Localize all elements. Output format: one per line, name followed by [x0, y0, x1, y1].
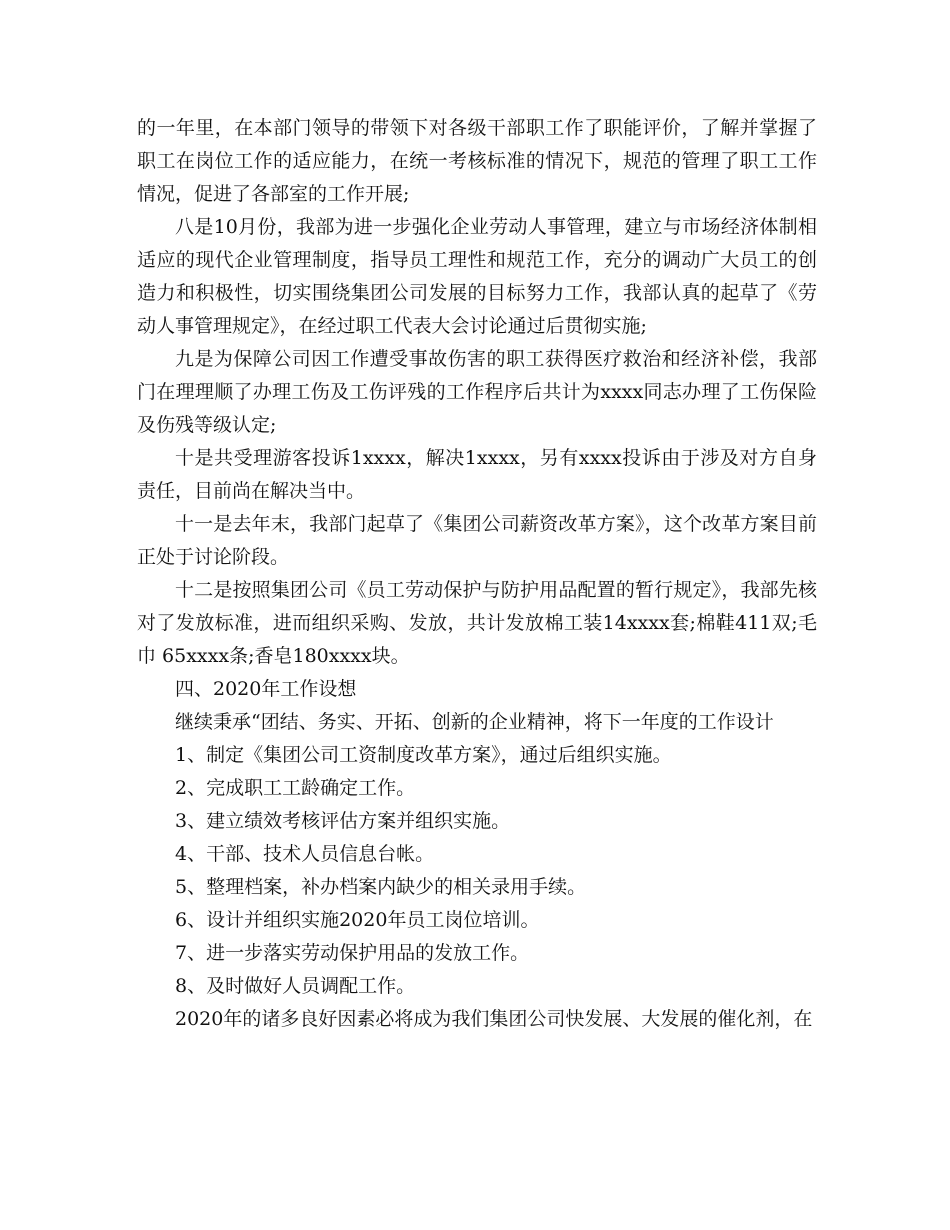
plan-item-four: 4、干部、技术人员信息台帐。 — [175, 843, 435, 865]
section-heading-four: 四、2020年工作设想 — [175, 678, 357, 700]
plan-item-three: 3、建立绩效考核评估方案并组织实施。 — [175, 810, 511, 832]
plan-item-two: 2、完成职工工龄确定工作。 — [175, 777, 416, 799]
document-body — [137, 112, 817, 1036]
paragraph-item-eight: 八是10月份，我部为进一步强化企业劳动人事管理，建立与市场经济体制相适应的现代企业管理制度，指导员工理性和规范工作，充分的调动广大员工的创造力和积极性，切实围绕集团公司发展的目标努力工作，我部认真的起草了《劳动人事管理规定》，在经过职工代表大会讨论通过后贯彻实施; — [137, 216, 817, 337]
paragraph-item-nine: 九是为保障公司因工作遭受事故伤害的职工获得医疗救治和经济补偿，我部门在理理顺了办理工伤及工伤评残的工作程序后共计为xxxx同志办理了工伤保险及伤残等级认定; — [137, 348, 817, 436]
plan-item-seven: 7、进一步落实劳动保护用品的发放工作。 — [175, 942, 530, 964]
plan-item-five: 5、整理档案，补办档案内缺少的相关录用手续。 — [175, 876, 587, 898]
closing-paragraph: 2020年的诸多良好因素必将成为我们集团公司快发展、大发展的催化剂，在 — [175, 1008, 813, 1030]
plan-item-six: 6、设计并组织实施2020年员工岗位培训。 — [175, 909, 540, 931]
section-intro: 继续秉承“团结、务实、开拓、创新的企业精神，将下一年度的工作设计 — [175, 711, 774, 733]
plan-item-one: 1、制定《集团公司工资制度改革方案》，通过后组织实施。 — [175, 744, 672, 766]
paragraph-item-twelve: 十二是按照集团公司《员工劳动保护与防护用品配置的暂行规定》，我部先核对了发放标准，进而组织采购、发放，共计发放棉工装14xxxx套;棉鞋411双;毛巾 65xxxx条;香皂180xxxx块。 — [137, 579, 817, 667]
plan-item-eight: 8、及时做好人员调配工作。 — [175, 975, 416, 997]
paragraph-continued: 的一年里，在本部门领导的带领下对各级干部职工作了职能评价，了解并掌握了职工在岗位工作的适应能力，在统一考核标准的情况下，规范的管理了职工工作情况，促进了各部室的工作开展; — [137, 117, 817, 205]
paragraph-item-ten: 十是共受理游客投诉1xxxx，解决1xxxx，另有xxxx投诉由于涉及对方自身责任，目前尚在解决当中。 — [137, 447, 817, 502]
paragraph-item-eleven: 十一是去年末，我部门起草了《集团公司薪资改革方案》，这个改革方案目前正处于讨论阶段。 — [137, 513, 817, 568]
